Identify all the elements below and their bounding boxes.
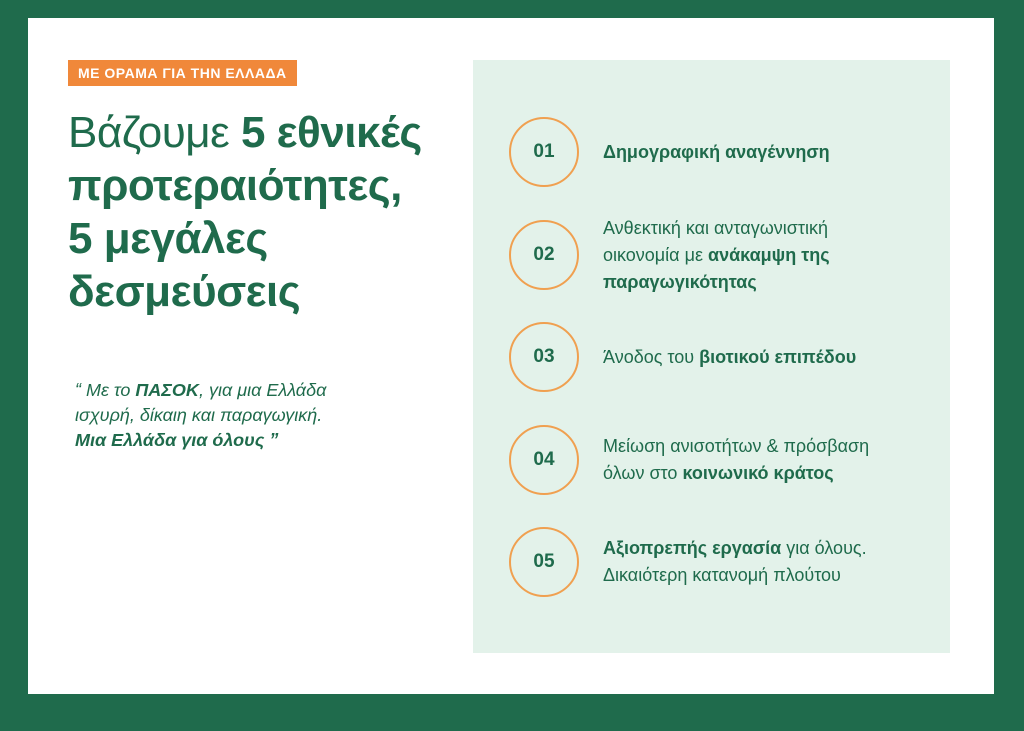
- headline-line-3: [68, 212, 468, 265]
- priority-line-3: [603, 269, 933, 296]
- priority-line-1: Ανθεκτική και ανταγωνιστική: [603, 217, 828, 238]
- priority-item-05: [509, 527, 929, 607]
- priority-text: [603, 425, 933, 495]
- header-tag: ΜΕ ΟΡΑΜΑ ΓΙΑ ΤΗΝ ΕΛΛΑΔΑ: [68, 60, 297, 86]
- priority-line-2: [603, 460, 933, 487]
- priority-regular: για όλους.: [781, 538, 867, 558]
- priority-bold: παραγωγικότητας: [603, 271, 757, 292]
- headline: [68, 106, 468, 318]
- headline-line-1: [68, 106, 468, 159]
- priority-regular: Άνοδος του: [603, 346, 700, 367]
- priority-number-badge: 01: [509, 117, 579, 187]
- quote-line-3: [75, 428, 435, 453]
- quote-line-1-c: , για μια Ελλάδα: [198, 380, 327, 400]
- priority-number-badge: 03: [509, 322, 579, 392]
- priority-bold: ανάκαμψη της: [708, 244, 830, 265]
- priority-line-2: [603, 242, 933, 269]
- priority-line-2: Δικαιότερη κατανομή πλούτου: [603, 565, 841, 585]
- priority-item-02: [509, 217, 929, 300]
- priority-line-1: [603, 344, 933, 371]
- priority-number-badge: 02: [509, 220, 579, 290]
- quote-line-1: [75, 378, 435, 403]
- priority-number-badge: 04: [509, 425, 579, 495]
- headline-line-4: [68, 265, 468, 318]
- priority-item-03: [509, 322, 929, 402]
- headline-line-2: [68, 159, 468, 212]
- priority-text: [603, 527, 933, 597]
- headline-part-1: Βάζουμε: [68, 108, 241, 157]
- priority-item-04: [509, 425, 929, 505]
- priority-bold: Δημογραφική αναγέννηση: [603, 141, 830, 162]
- priority-line-1: [603, 535, 933, 562]
- quote: [75, 378, 435, 453]
- priority-line-1: [603, 139, 933, 166]
- priority-text: [603, 322, 933, 392]
- headline-line-2-text: προτεραιότητες,: [68, 161, 402, 210]
- quote-line-2: ισχυρή, δίκαιη και παραγωγική.: [75, 405, 323, 425]
- priority-bold: κοινωνικό κράτος: [682, 463, 834, 483]
- priority-number-badge: 05: [509, 527, 579, 597]
- headline-part-2: 5 εθνικές: [240, 108, 422, 157]
- priority-text: [603, 210, 933, 300]
- priority-line-1: Μείωση ανισοτήτων & πρόσβαση: [603, 436, 870, 456]
- priority-item-01: [509, 117, 929, 197]
- priority-regular: οικονομία με: [603, 244, 708, 265]
- priority-text: [603, 117, 933, 187]
- priority-regular: όλων στο: [603, 463, 683, 483]
- priority-bold: βιοτικού επιπέδου: [699, 346, 857, 367]
- headline-line-3-text: 5 μεγάλες: [68, 214, 268, 263]
- headline-line-4-text: δεσμεύσεις: [68, 267, 301, 316]
- priority-bold: Αξιοπρεπής εργασία: [603, 538, 782, 558]
- quote-line-3-text: Μια Ελλάδα για όλους ”: [75, 430, 279, 450]
- quote-party-name: ΠΑΣΟΚ: [135, 380, 199, 400]
- quote-line-1-a: “ Με το: [75, 380, 136, 400]
